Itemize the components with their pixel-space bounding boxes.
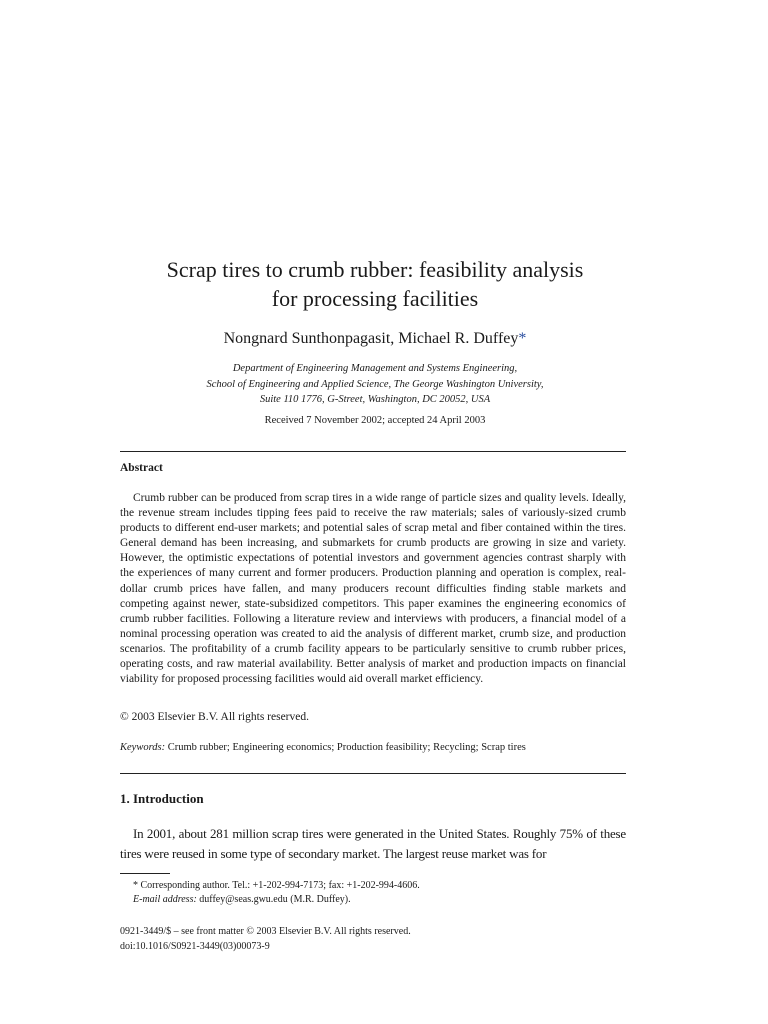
- introduction-text: In 2001, about 281 million scrap tires were generated in the United States. Roughly 75% of these tires were reused in some type of secondary market. The largest reuse market was for: [120, 826, 626, 861]
- keywords-label: Keywords:: [120, 742, 166, 753]
- author-affiliation: [100, 361, 650, 408]
- affiliation-line: Suite 110 1776, G-Street, Washington, DC 20052, USA: [259, 394, 491, 405]
- paper-title-line-2: for processing facilities: [271, 286, 479, 311]
- abstract-heading: Abstract: [120, 462, 163, 474]
- received-dates: Received 7 November 2002; accepted 24 April 2003: [264, 415, 486, 426]
- affiliation-line: Department of Engineering Management and Systems Engineering,: [232, 363, 518, 374]
- email-address[interactable]: duffey@seas.gwu.edu (M.R. Duffey).: [199, 894, 351, 905]
- corresponding-author-note: * Corresponding author. Tel.: +1-202-994-7173; fax: +1-202-994-4606.: [133, 880, 420, 891]
- paper-title-line-1: Scrap tires to crumb rubber: feasibility analysis: [166, 257, 584, 282]
- section-heading-introduction: 1. Introduction: [120, 791, 204, 806]
- footnote: [120, 879, 626, 907]
- footnote-rule: [120, 873, 170, 874]
- author-list: [100, 329, 650, 349]
- email-note: [120, 893, 626, 907]
- corresponding-author-mark[interactable]: *: [518, 330, 527, 347]
- author-names: Nongnard Sunthonpagasit, Michael R. Duffey: [223, 330, 519, 347]
- issn-line: 0921-3449/$ – see front matter © 2003 Elsevier B.V. All rights reserved.: [120, 926, 411, 937]
- keywords-list: Crumb rubber; Engineering economics; Production feasibility; Recycling; Scrap tires: [167, 742, 526, 753]
- doi-line[interactable]: doi:10.1016/S0921-3449(03)00073-9: [120, 940, 270, 952]
- affiliation-line: School of Engineering and Applied Science, The George Washington University,: [206, 378, 544, 390]
- abstract-top-rule: [120, 451, 626, 452]
- keywords: [120, 741, 626, 755]
- abstract-bottom-rule: [120, 773, 626, 774]
- front-matter: [120, 925, 626, 954]
- abstract-copyright: © 2003 Elsevier B.V. All rights reserved.: [120, 711, 309, 723]
- paper-title: [100, 255, 650, 313]
- abstract-text: Crumb rubber can be produced from scrap tires in a wide range of particle sizes and quality levels. Ideally, the revenue stream includes tipping fees paid to receive the raw materials; sales of variously-sized crumb products to different end-user markets; and potential sales of scrap metal and fiber contained within the tires. General demand has been increasing, and submarkets for crumb products are growing in size and variety. However, the optimistic expectations of potential investors and government agencies contrast sharply with the experiences of many current and former producers. Production planning and operation is complex, real-dollar crumb prices have fallen, and many producers recount difficulties finding stable markets and competing against newer, state-subsidized competitors. This paper examines the engineering economics of crumb rubber facilities. Following a literature review and interviews with producers, a financial model of a nominal processing operation was created to aid the analysis of different market, crumb size, and production scenarios. The profitability of a crumb facility appears to be particularly sensitive to crumb rubber prices, operating costs, and raw material availability. Better analysis of market and production impacts on financial viability for proposed processing facilities would aid overall market efficiency.: [120, 492, 626, 686]
- email-label: E-mail address:: [133, 894, 197, 905]
